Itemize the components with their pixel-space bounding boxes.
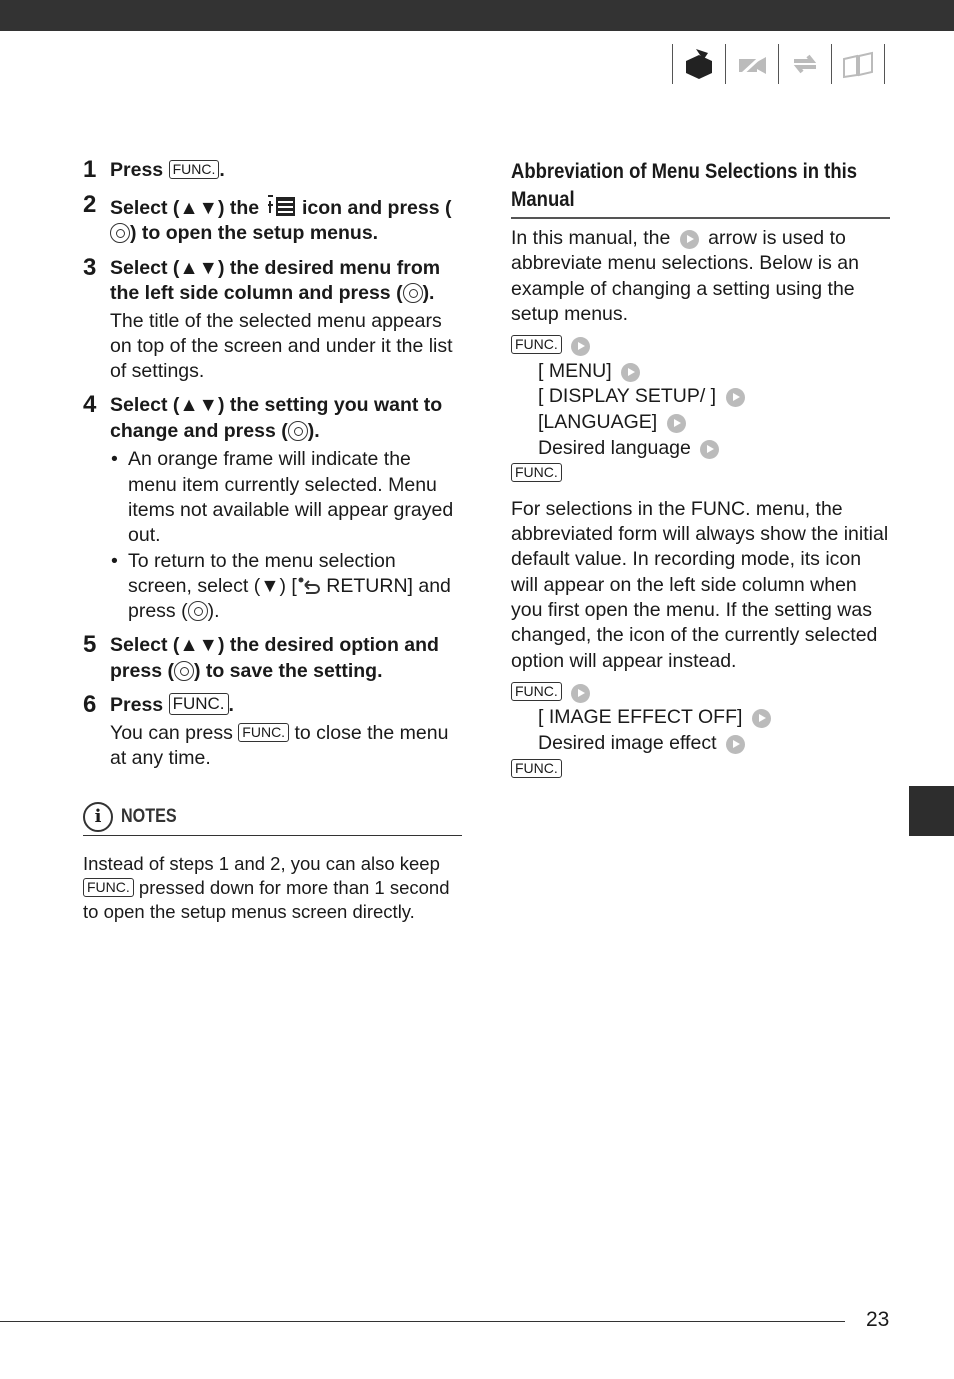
arrow-icon xyxy=(667,414,686,433)
right-column xyxy=(511,158,890,782)
arrow-icon xyxy=(571,337,590,356)
footer-rule xyxy=(0,1321,845,1322)
step-5 xyxy=(83,633,463,684)
joystick-icon xyxy=(174,661,194,681)
page-number: 23 xyxy=(866,1308,890,1331)
paragraph: In this manual, the arrow is used to abbreviate menu selections. Below is an example of changing a setting using the setup menus. xyxy=(511,227,859,325)
menu-icon xyxy=(265,193,297,219)
step-title: Select (▲▼) the icon and press () to open the setup menus. xyxy=(110,193,463,247)
left-column xyxy=(83,158,463,924)
return-icon xyxy=(297,576,321,594)
notes-heading xyxy=(83,802,462,836)
arrow-icon xyxy=(752,709,771,728)
step-number: 4 xyxy=(83,391,97,419)
step-1 xyxy=(83,158,463,184)
joystick-icon xyxy=(403,283,423,303)
chapter-tab xyxy=(909,786,954,836)
step-6 xyxy=(83,693,463,771)
bullet-item: • To return to the menu selection screen, select (▼) [ RETURN] and press ( ). xyxy=(110,549,463,625)
func-button-icon: FUNC. xyxy=(511,335,562,354)
transfer-icon xyxy=(778,44,831,84)
func-button-icon: FUNC. xyxy=(169,160,220,179)
preparation-icon xyxy=(672,44,725,84)
step-title: Select (▲▼) the desired option and press ( ) to save the setting. xyxy=(110,634,439,682)
joystick-icon xyxy=(288,421,308,441)
top-bar xyxy=(0,0,954,31)
arrow-icon xyxy=(726,735,745,754)
func-button-icon: FUNC. xyxy=(511,463,562,482)
func-button-icon: FUNC. xyxy=(511,682,562,701)
joystick-icon xyxy=(188,601,208,621)
func-button-icon: FUNC. xyxy=(169,693,229,715)
step-bullets xyxy=(110,447,463,624)
example-func-menu: FUNC. [ IMAGE EFFECT OFF] Desired image effect FUNC. xyxy=(511,680,890,782)
func-button-icon: FUNC. xyxy=(511,759,562,778)
step-number: 3 xyxy=(83,253,97,281)
step-number: 6 xyxy=(83,691,97,719)
step-2 xyxy=(83,190,463,247)
step-4 xyxy=(83,393,463,624)
section-icons xyxy=(672,44,885,84)
arrow-icon xyxy=(621,363,640,382)
step-title: Select (▲▼) the desired menu from the left side column and press ( ). xyxy=(110,256,441,304)
bullet-item: • An orange frame will indicate the menu item currently selected. Menu items not available will appear grayed out. xyxy=(110,447,463,548)
book-icon xyxy=(831,44,885,84)
arrow-icon xyxy=(680,230,699,249)
step-number: 2 xyxy=(83,190,97,218)
heading-rule xyxy=(511,217,890,219)
arrow-icon xyxy=(700,440,719,459)
func-button-icon: FUNC. xyxy=(83,878,134,897)
camera-icon xyxy=(725,44,778,84)
info-icon: i xyxy=(83,802,113,832)
example-setup-menu: FUNC. [ MENU] [ DISPLAY SETUP/ ] [LANGUAGE] Desired language FUNC. xyxy=(511,333,890,487)
step-number: 1 xyxy=(83,156,97,183)
func-button-icon: FUNC. xyxy=(238,723,289,742)
step-body: The title of the selected menu appears on top of the screen and under it the list of settings. xyxy=(110,309,453,383)
step-body: You can press FUNC. to close the menu at any time. xyxy=(110,721,449,770)
section-heading: Abbreviation of Menu Selections in this Manual xyxy=(511,160,858,211)
step-3 xyxy=(83,253,463,385)
paragraph: For selections in the FUNC. menu, the abbreviated form will always show the initial default value. In recording mode, its icon will appear on the left side column when you first open the menu. If the setting was changed, the icon of the currently selected option will appear instead. xyxy=(511,497,889,672)
notes-text: Instead of steps 1 and 2, you can also keep FUNC. pressed down for more than 1 second to open the setup menus screen directly. xyxy=(83,852,450,922)
joystick-icon xyxy=(110,223,130,243)
arrow-icon xyxy=(726,388,745,407)
step-title: Press FUNC. . xyxy=(110,694,234,717)
notes-title: NOTES xyxy=(121,805,177,827)
arrow-icon xyxy=(571,684,590,703)
step-title: Select (▲▼) the setting you want to change and press ( ). xyxy=(110,394,443,442)
step-title: Press FUNC. . xyxy=(110,159,225,181)
step-number: 5 xyxy=(83,631,97,659)
